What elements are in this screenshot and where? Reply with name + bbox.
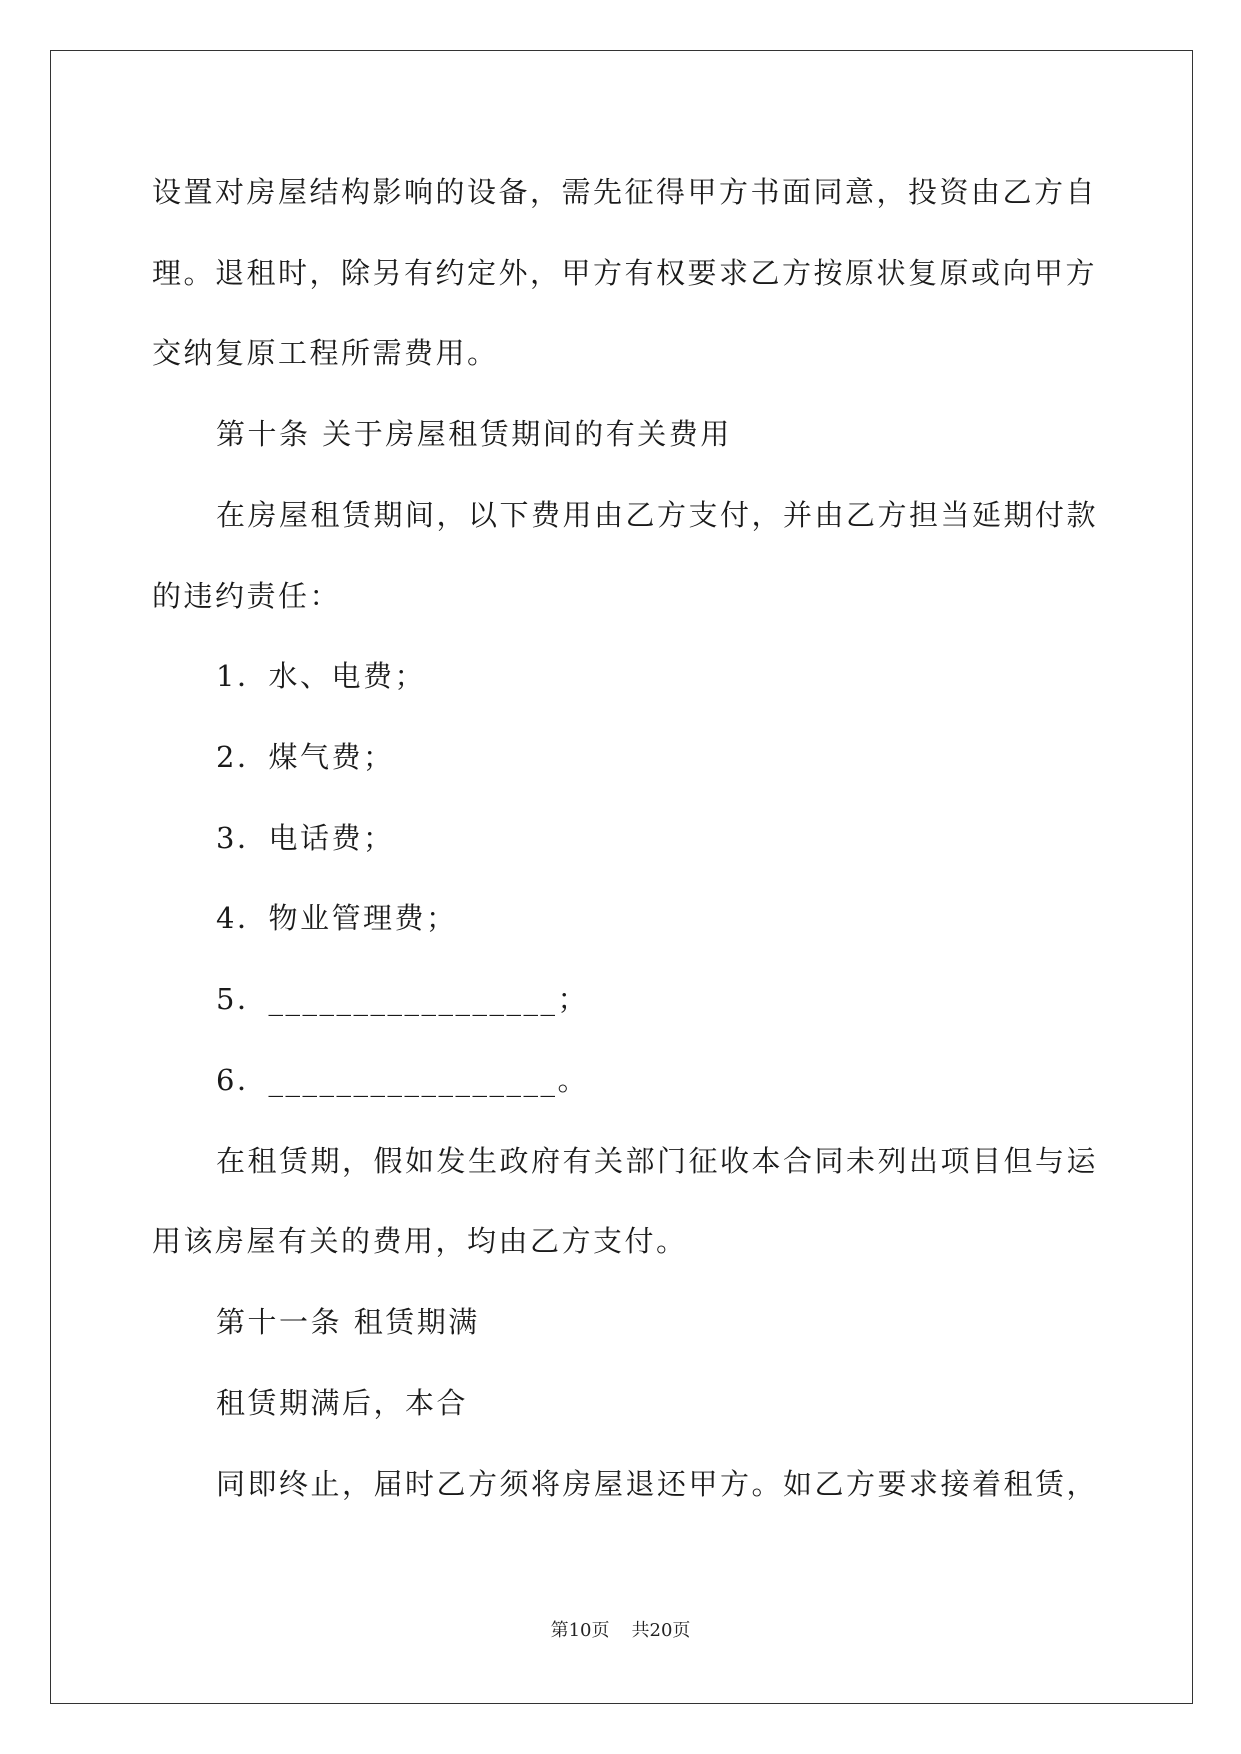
body-text-line: 设置对房屋结构影响的设备，需先征得甲方书面同意，投资由乙方自	[152, 175, 1098, 209]
body-text-line: 租赁期满后，本合	[216, 1386, 469, 1420]
total-pages-label: 共20页	[631, 1620, 691, 1641]
body-text-line: 用该房屋有关的费用，均由乙方支付。	[152, 1224, 688, 1258]
list-item: 3．电话费；	[216, 821, 395, 855]
body-text-line: 同即终止，届时乙方须将房屋退还甲方。如乙方要求接着租赁，	[216, 1467, 1099, 1501]
current-page-label: 第10页	[550, 1620, 610, 1641]
clause-heading: 第十条 关于房屋租赁期间的有关费用	[216, 417, 732, 451]
body-text-line: 的违约责任：	[152, 579, 342, 613]
list-item: 1．水、电费；	[216, 659, 426, 693]
list-item: 2．煤气费；	[216, 740, 395, 774]
page-footer	[0, 1618, 1241, 1644]
list-item-blank: 5．_________________；	[216, 982, 589, 1016]
list-item: 4．物业管理费；	[216, 901, 458, 935]
clause-heading: 第十一条 租赁期满	[216, 1305, 480, 1339]
list-item-blank: 6．_________________。	[216, 1063, 589, 1097]
body-text-line: 理。退租时，除另有约定外，甲方有权要求乙方按原状复原或向甲方	[152, 256, 1098, 290]
page-border	[50, 50, 1193, 1704]
body-text-line: 交纳复原工程所需费用。	[152, 336, 499, 370]
body-text-line: 在房屋租赁期间，以下费用由乙方支付，并由乙方担当延期付款	[216, 498, 1099, 532]
body-text-line: 在租赁期，假如发生政府有关部门征收本合同未列出项目但与运	[216, 1144, 1099, 1178]
